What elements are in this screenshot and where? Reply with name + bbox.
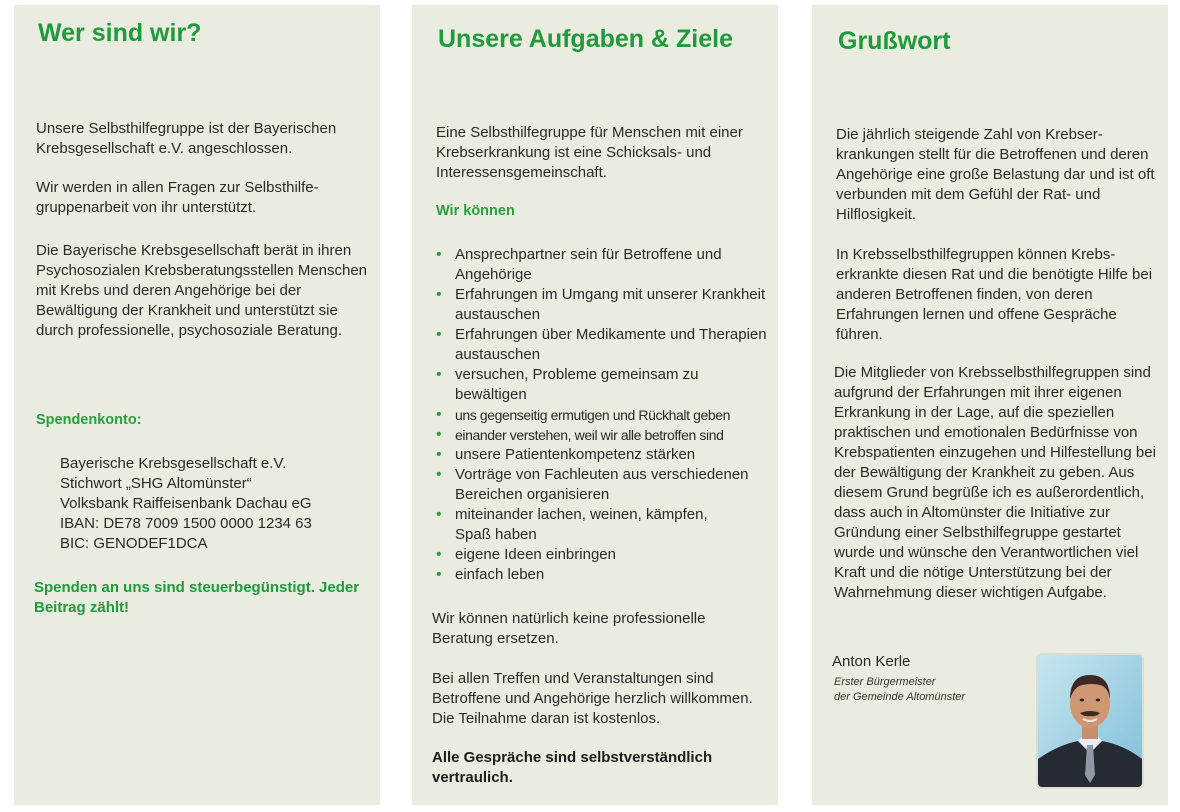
donation-line: Stichwort „SHG Altomünster“ xyxy=(60,475,252,492)
list-item: • einfach leben xyxy=(436,565,771,585)
we-can-list xyxy=(436,245,771,585)
we-can-heading: Wir können xyxy=(436,203,515,219)
panel-greeting xyxy=(812,5,1168,805)
paragraph-self-help: In Krebsselbsthilfegruppen können Krebs-erkrankte diesen Rat und die benötigte Hilfe bei anderen Betroffenen finden, von deren Erfahrungen lernen und offene Gespräche führen. xyxy=(836,246,1153,343)
paragraph-no-replacement: Wir können natürlich keine professionelle Beratung ersetzen. xyxy=(432,610,706,647)
portrait-photo-icon xyxy=(1038,655,1142,787)
list-item: • Vorträge von Fachleuten aus verschiedenen Bereichen organisieren xyxy=(436,465,771,505)
donation-account xyxy=(60,454,370,554)
list-item: • unsere Patientenkompetenz stärken xyxy=(436,445,771,465)
paragraph-welcome: Bei allen Treffen und Veranstaltungen sind Betroffene und Angehörige herzlich willkommen. Die Teilnahme daran ist kostenlos. xyxy=(432,670,753,727)
list-item: • Erfahrungen im Umgang mit unserer Krankheit austauschen xyxy=(436,285,771,325)
section-title-tasks-goals: Unsere Aufgaben & Ziele xyxy=(438,25,733,53)
section-title-who-we-are: Wer sind wir? xyxy=(38,19,202,47)
list-item: • versuchen, Probleme gemeinsam zu bewältigen xyxy=(436,365,771,405)
paragraph-intro: Eine Selbsthilfegruppe für Menschen mit einer Krebserkrankung ist eine Schicksals- und Interessensgemeinschaft. xyxy=(436,124,743,181)
signer-title: Erster Bürgermeister xyxy=(834,676,936,688)
list-item: • einander verstehen, weil wir alle betroffen sind xyxy=(436,425,771,445)
panel-who-we-are xyxy=(14,5,380,805)
donation-heading: Spendenkonto: xyxy=(36,412,142,428)
paragraph-support: Wir werden in allen Fragen zur Selbsthilfe-gruppenarbeit von ihr unterstützt. xyxy=(36,179,319,216)
paragraph-rising-numbers: Die jährlich steigende Zahl von Krebser-krankungen stellt für die Betroffenen und deren Angehörige eine große Belastung dar und ist oft verbunden mit dem Gefühl der Rat- und Hilflosigkeit. xyxy=(836,126,1155,223)
tax-note: Spenden an uns sind steuerbegünstigt. Jeder Beitrag zählt! xyxy=(34,579,360,616)
list-item: • Ansprechpartner sein für Betroffene und Angehörige xyxy=(436,245,771,285)
list-item: • miteinander lachen, weinen, kämpfen, Spaß haben xyxy=(436,505,771,545)
paragraph-affiliation: Unsere Selbsthilfegruppe ist der Bayerischen Krebsgesellschaft e.V. angeschlossen. xyxy=(36,120,337,157)
signer-name: Anton Kerle xyxy=(832,653,911,670)
paragraph-members: Die Mitglieder von Krebsselbsthilfegruppen sind aufgrund der Erfahrungen mit ihrer eigenen Erkrankung in der Lage, auf die speziellen praktischen und emotionalen Bedürfnisse von Krebspatienten einzugehen und Hilfestellung bei der Bewältigung der Krankheit zu geben. Aus diesem Grund begrüße ich es außerordentlich, dass auch in Altomünster die Initiative zur Gründung einer Selbsthilfegruppe gestartet wurde und wünsche den Verantwortlichen viel Kraft und die nötige Unterstützung bei der Wahrnehmung dieser wichtigen Aufgabe. xyxy=(834,364,1156,601)
panel-tasks-goals xyxy=(412,5,778,805)
confidentiality-note: Alle Gespräche sind selbstverständlich vertraulich. xyxy=(432,749,713,786)
donation-line: Volksbank Raiffeisenbank Dachau eG xyxy=(60,495,312,512)
donation-bic: BIC: GENODEF1DCA xyxy=(60,535,208,552)
list-item: • eigene Ideen einbringen xyxy=(436,545,771,565)
signer-municipality: der Gemeinde Altomünster xyxy=(834,691,966,703)
list-item: • uns gegenseitig ermutigen und Rückhalt geben xyxy=(436,405,771,425)
list-item: • Erfahrungen über Medikamente und Therapien austauschen xyxy=(436,325,771,365)
paragraph-counseling: Die Bayerische Krebsgesellschaft berät in ihren Psychosozialen Krebsberatungsstellen Menschen mit Krebs und deren Angehörige bei der Bewältigung der Krankheit und unterstützt sie durch professionelle, psychosoziale Beratung. xyxy=(36,242,368,339)
donation-line: Bayerische Krebsgesellschaft e.V. xyxy=(60,455,287,472)
donation-iban: IBAN: DE78 7009 1500 0000 1234 63 xyxy=(60,515,312,532)
section-title-greeting: Grußwort xyxy=(838,27,951,55)
